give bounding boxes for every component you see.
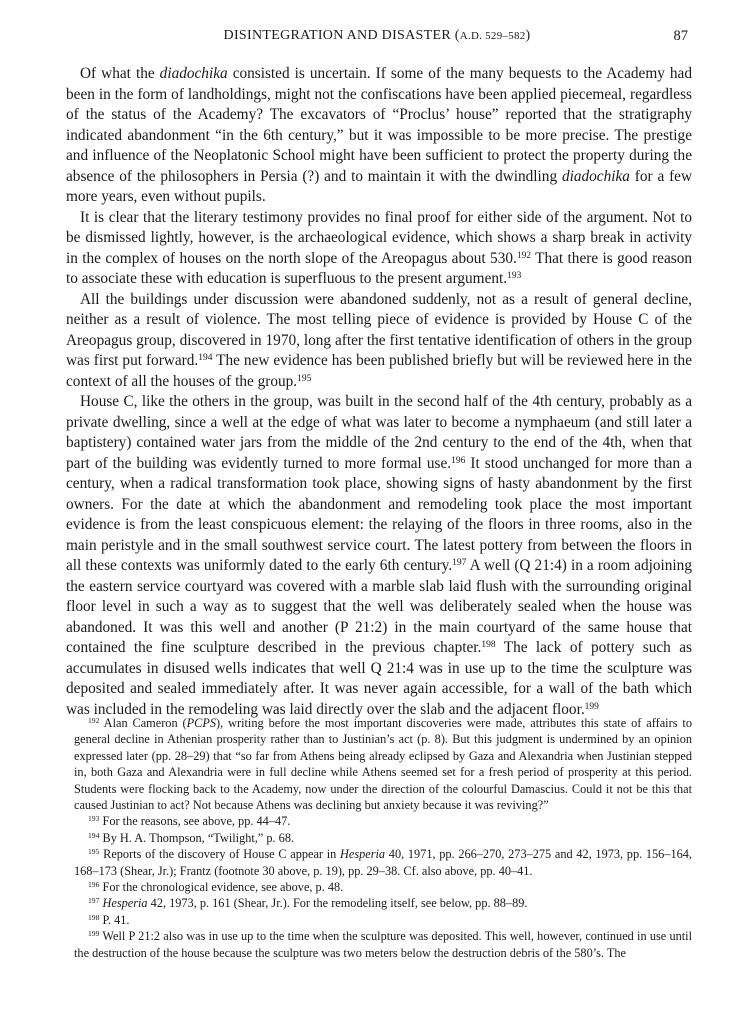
paragraph-3: All the buildings under discussion were abandoned suddenly, not as a result of general decline, neither as a result of violence. The most telling piece of evidence is provided by House C of the Areopagus group, discovered in 1970, long after the first tentative identification of others in the group was first put forward.$^{194}$ The new evidence has been published briefly but will be reviewed here in the context of all the houses of the group.$^{195}$ [66, 290, 692, 390]
footnote-ref[interactable]: 193 [507, 270, 522, 281]
running-title: DISINTEGRATION AND DISASTER (A.D. 529–582) [223, 28, 531, 43]
footnotes [74, 715, 692, 961]
footnote-ref[interactable]: 195 [297, 373, 312, 384]
footnote-ref[interactable]: 194 [198, 352, 213, 363]
footnote-number: 193 [88, 814, 100, 824]
footnote-192: $^{192}$ Alan Cameron (PCPS), writing before the most important discoveries were made, attributes this state of affairs to general decline in Athenian prosperity rather than to Justinian’s act (p. 8). But this judgment is undermined by an opinion expressed later (pp. 28–29) that “so far from Athens being already eclipsed by Gaza and Alexandria when Justinian stepped in, both Gaza and Alexandria were in full decline while Athens seemed set for a fresh period of prosperity at this period. Students were flocking back to the Academy, now under the direction of the colourful Damascius. Could it not be this that caused Justinian to act? Not because Athens was declining but anxiety because it was reviving?” [74, 715, 692, 813]
page-header [66, 28, 688, 48]
footnote-number: 196 [88, 879, 100, 889]
footnote-number: 192 [88, 715, 100, 725]
footnote-number: 199 [88, 929, 100, 939]
footnote-number: 197 [88, 896, 100, 906]
footnote-194: $^{194}$ By H. A. Thompson, “Twilight,” p. 68. [88, 830, 295, 845]
main-text [66, 64, 692, 720]
footnote-196: $^{196}$ For the chronological evidence, see above, p. 48. [88, 879, 344, 895]
footnote-number: 195 [88, 847, 100, 857]
footnote-ref[interactable]: 199 [584, 701, 599, 712]
footnote-193: $^{193}$ For the reasons, see above, pp. 44–47. [88, 814, 291, 829]
footnote-number: 198 [88, 912, 100, 922]
footnote-195: $^{195}$ Reports of the discovery of House C appear in Hesperia 40, 1971, pp. 266–270, 273–275 and 42, 1973, pp. 156–164, 168–173 (Shear, Jr.); Frantz (footnote 30 above, p. 19), pp. 29–38. Cf. also above, pp. 40–41. [74, 847, 692, 878]
paragraph-2: It is clear that the literary testimony provides no final proof for either side of the argument. Not to be dismissed lightly, however, is the archaeological evidence, which shows a sharp break in activity in the complex of houses on the north slope of the Areopagus about 530.$^{192}$ That there is good reason to associate these with education is superfluous to the present argument.$^{193}$ [66, 208, 693, 287]
footnote-ref[interactable]: 198 [481, 639, 496, 650]
paragraph-4: House C, like the others in the group, was built in the second half of the 4th century, probably as a private dwelling, since a well at the edge of what was later to become a nymphaeum (and still later a baptistery) contained water jars from the middle of the 2nd century to the end of the 4th, when that part of the building was evidently turned to more formal use.$^{196}$ It stood unchanged for more than a century, when a radical transformation took place, showing signs of hasty abandonment by the first owners. For the date at which the abandonment and remodeling took place the most important evidence is from the least conspicuous element: the relaying of the floors in three rooms, also in the main peristyle and in the small southwest service court. The latest pottery from between the floors in all these contexts was uniformly dated to the early 6th century.$^{197}$ A well (Q 21:4) in a room adjoining the eastern service courtyard was covered with a marble slab laid flush with the surrounding original floor level in such a way as to suggest that the well was deliberately sealed when the house was abandoned. It was this well and another (P 21:2) in the main courtyard of the same house that contained the fine sculpture described in the previous chapter.$^{198}$ The lack of pottery such as accumulates in disused wells indicates that well Q 21:4 was in use up to the time the sculpture was deposited and sealed immediately after. It was never again accessible, for a wall of the bath which was included in the remodeling was laid directly over the slab and the adjacent floor.$^{199}$ [66, 393, 693, 718]
footnote-number: 194 [88, 830, 100, 840]
page-number: 87 [673, 28, 688, 44]
footnote-ref[interactable]: 196 [451, 455, 466, 466]
date-range: A.D. 529–582 [459, 30, 526, 42]
footnote-198: $^{198}$ P. 41. [88, 912, 130, 927]
paragraph-1: Of what the diadochika consisted is uncertain. If some of the many bequests to the Academy had been in the form of landholdings, might not the confiscations have been applied piecemeal, regardless of the status of the Academy? The excavators of “Proclus’ house” reported that the stratigraphy indicated abandonment “in the 6th century,” but it was impossible to be more precise. The prestige and influence of the Neoplatonic School might have been sufficient to protect the property during the absence of the philosophers in Persia (?) and to maintain it with the dwindling diadochika for a few more years, even without pupils. [66, 65, 693, 205]
footnote-ref[interactable]: 192 [516, 250, 532, 261]
footnote-197: $^{197}$ Hesperia 42, 1973, p. 161 (Shear, Jr.). For the remodeling itself, see below, pp. 88–89. [88, 896, 528, 911]
footnote-199: $^{199}$ Well P 21:2 also was in use up to the time when the sculpture was deposited. This well, however, continued in use until the destruction of the house because the sculpture was two meters below the destruction debris of the 580’s. The [74, 929, 692, 960]
footnote-ref[interactable]: 197 [452, 557, 467, 568]
